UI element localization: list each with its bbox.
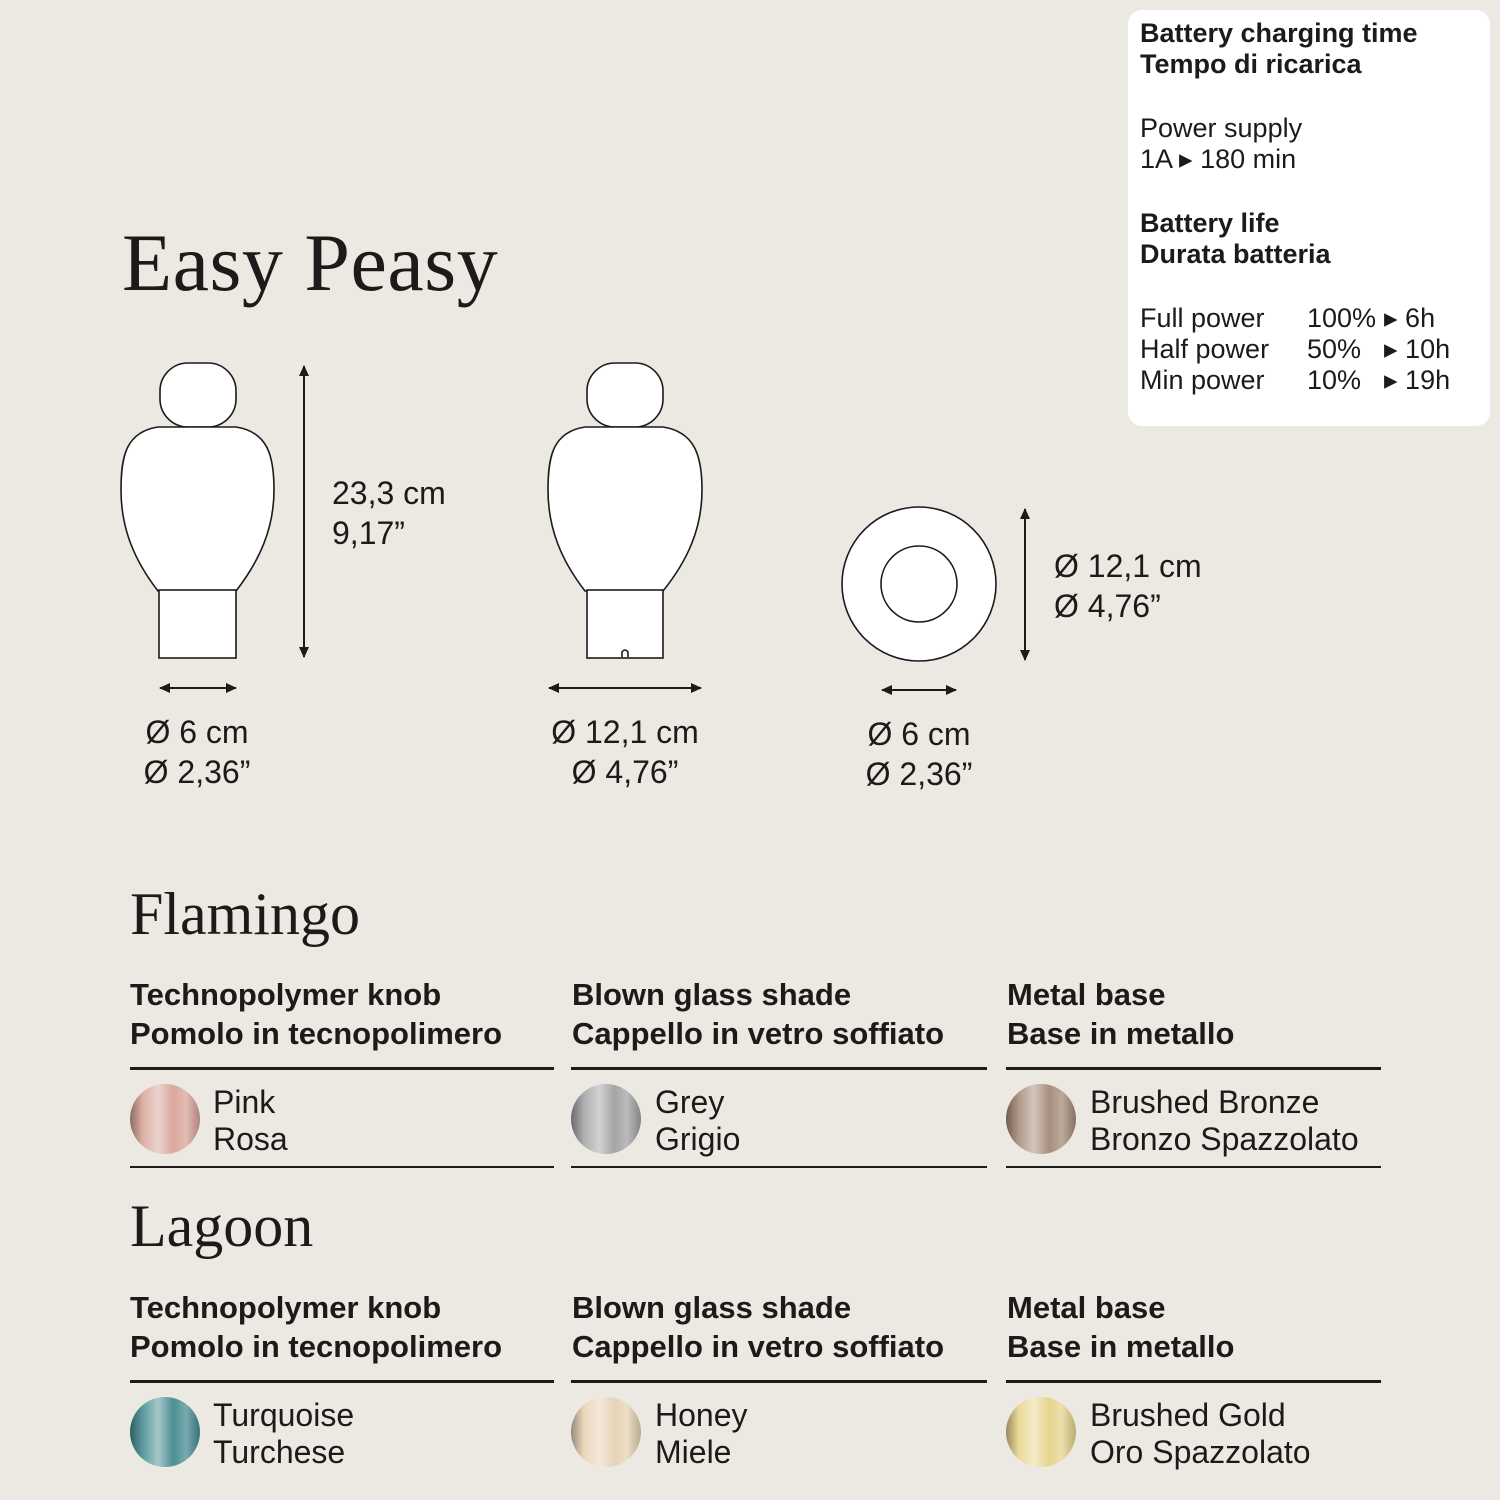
- swatch-label: [1090, 1084, 1359, 1158]
- heading-it: Pomolo in tecnopolimero: [130, 1329, 503, 1364]
- column-heading: [572, 1288, 944, 1366]
- variant-title: Lagoon: [130, 1193, 314, 1259]
- column-heading: [1007, 1288, 1234, 1366]
- heading-en: Metal base: [1007, 977, 1166, 1012]
- power-supply-value: 1A ▸ 180 min: [1140, 144, 1297, 174]
- swatch-it: Grigio: [655, 1121, 741, 1157]
- column-heading: [1007, 975, 1234, 1053]
- heading-it: Base in metallo: [1007, 1329, 1235, 1364]
- swatch-it: Oro Spazzolato: [1090, 1434, 1311, 1470]
- column-heading: [572, 975, 944, 1053]
- power-mode-percent: 50%: [1307, 334, 1362, 364]
- divider: [571, 1166, 987, 1168]
- swatch-en: Pink: [213, 1084, 276, 1120]
- swatch-en: Brushed Gold: [1090, 1397, 1286, 1433]
- lamp-side-view-icon: [548, 363, 702, 658]
- divider: [571, 1380, 987, 1383]
- knob-diameter-label: [97, 712, 297, 792]
- swatch-label: [213, 1397, 354, 1471]
- heading-en: Technopolymer knob: [130, 1290, 442, 1325]
- top-shade-diameter-label: [1054, 546, 1202, 626]
- knob-diameter-in: Ø 2,36”: [143, 754, 251, 790]
- top-knob-diameter-label: [819, 714, 1019, 794]
- heading-en: Blown glass shade: [572, 977, 852, 1012]
- shade-diameter-label: [525, 712, 725, 792]
- swatch-label: [655, 1084, 740, 1158]
- lamp-side-view-icon: [121, 363, 274, 658]
- swatch-label: [655, 1397, 748, 1471]
- swatch-en: Honey: [655, 1397, 748, 1433]
- power-mode-label: Min power: [1140, 365, 1265, 395]
- battery-life-title-en: Battery life: [1140, 208, 1280, 238]
- swatch-label: [1090, 1397, 1311, 1471]
- divider: [1006, 1166, 1381, 1168]
- heading-it: Base in metallo: [1007, 1016, 1235, 1051]
- swatch-label: [213, 1084, 288, 1158]
- product-title: Easy Peasy: [122, 217, 499, 308]
- height-cm: 23,3 cm: [332, 475, 446, 511]
- swatch-it: Bronzo Spazzolato: [1090, 1121, 1359, 1157]
- color-swatch: [130, 1084, 200, 1154]
- swatch-it: Turchese: [213, 1434, 346, 1470]
- divider: [130, 1166, 554, 1168]
- heading-en: Blown glass shade: [572, 1290, 852, 1325]
- top-knob-cm: Ø 6 cm: [867, 716, 971, 752]
- divider: [130, 1067, 554, 1070]
- swatch-en: Grey: [655, 1084, 725, 1120]
- color-swatch: [571, 1397, 641, 1467]
- color-swatch: [571, 1084, 641, 1154]
- swatch-en: Turquoise: [213, 1397, 355, 1433]
- power-mode-percent: 100%: [1307, 303, 1377, 333]
- heading-it: Pomolo in tecnopolimero: [130, 1016, 503, 1051]
- swatch-it: Rosa: [213, 1121, 288, 1157]
- color-swatch: [1006, 1397, 1076, 1467]
- power-mode-percent: 10%: [1307, 365, 1362, 395]
- column-heading: [130, 1288, 502, 1366]
- battery-life-title-it: Durata batteria: [1140, 239, 1331, 269]
- heading-en: Technopolymer knob: [130, 977, 442, 1012]
- color-swatch: [1006, 1084, 1076, 1154]
- height-in: 9,17”: [332, 515, 405, 551]
- power-mode-duration: ▸ 10h: [1384, 334, 1451, 364]
- top-knob-in: Ø 2,36”: [865, 756, 973, 792]
- power-supply-label: Power supply: [1140, 113, 1303, 143]
- lamp-top-view-icon: [842, 507, 996, 661]
- swatch-en: Brushed Bronze: [1090, 1084, 1320, 1120]
- power-mode-duration: ▸ 19h: [1384, 365, 1451, 395]
- shade-diameter-cm: Ø 12,1 cm: [551, 714, 699, 750]
- power-mode-label: Full power: [1140, 303, 1265, 333]
- knob-diameter-cm: Ø 6 cm: [145, 714, 249, 750]
- shade-diameter-in: Ø 4,76”: [571, 754, 679, 790]
- column-heading: [130, 975, 502, 1053]
- charging-title-en: Battery charging time: [1140, 18, 1418, 48]
- top-shade-in: Ø 4,76”: [1054, 588, 1161, 624]
- heading-en: Metal base: [1007, 1290, 1166, 1325]
- divider: [130, 1380, 554, 1383]
- divider: [1006, 1380, 1381, 1383]
- power-mode-duration: ▸ 6h: [1384, 303, 1436, 333]
- heading-it: Cappello in vetro soffiato: [572, 1329, 945, 1364]
- power-mode-label: Half power: [1140, 334, 1270, 364]
- variant-title: Flamingo: [130, 881, 361, 947]
- top-shade-cm: Ø 12,1 cm: [1054, 548, 1202, 584]
- height-label: [332, 473, 446, 553]
- divider: [1006, 1067, 1381, 1070]
- divider: [571, 1067, 987, 1070]
- charging-title-it: Tempo di ricarica: [1140, 49, 1362, 79]
- heading-it: Cappello in vetro soffiato: [572, 1016, 945, 1051]
- color-swatch: [130, 1397, 200, 1467]
- swatch-it: Miele: [655, 1434, 732, 1470]
